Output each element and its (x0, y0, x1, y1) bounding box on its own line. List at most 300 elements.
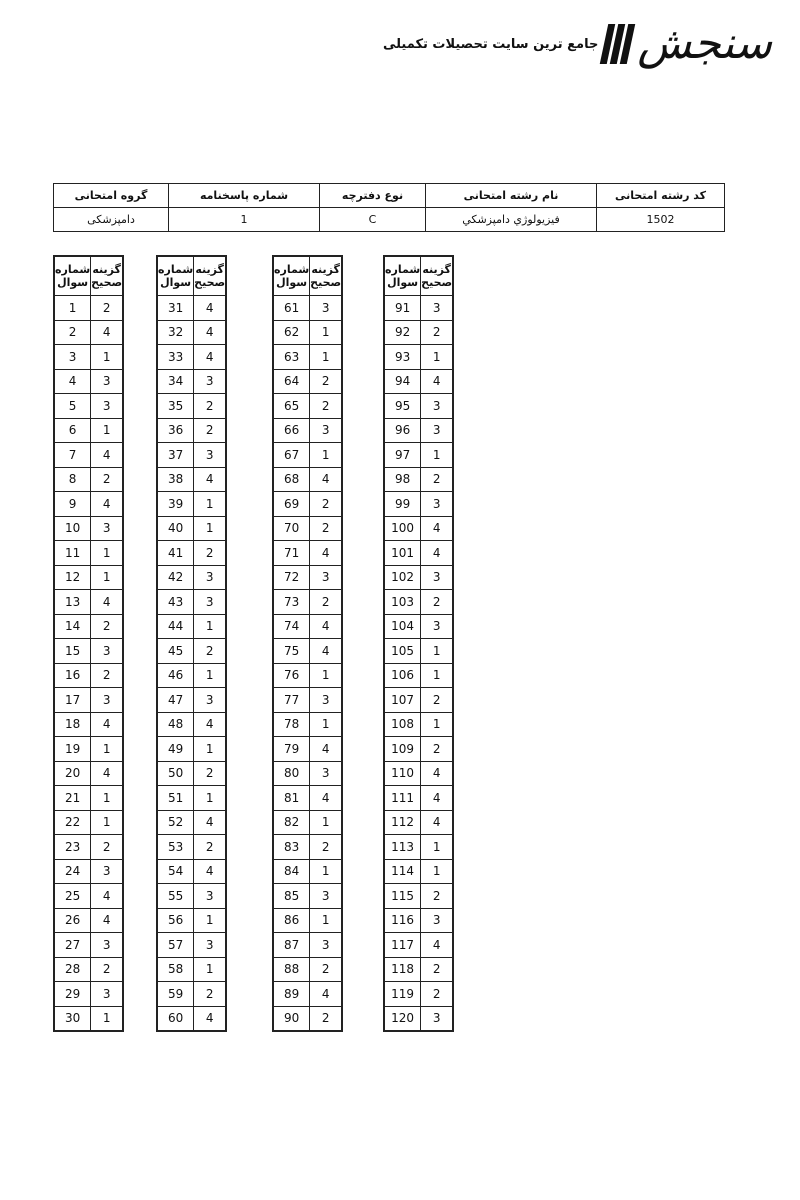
correct-option: 4 (421, 516, 453, 541)
answer-row (273, 320, 342, 345)
answer-row (384, 884, 453, 909)
correct-option: 3 (91, 859, 123, 884)
correct-option-header: گزینه صحیح (310, 256, 342, 296)
answer-row (54, 345, 123, 370)
question-number: 78 (273, 712, 310, 737)
answer-row (54, 982, 123, 1007)
question-number: 114 (384, 859, 421, 884)
question-number: 105 (384, 639, 421, 664)
header-field-code: کد رشته امتحانی (597, 184, 725, 208)
answer-row (384, 320, 453, 345)
correct-option: 2 (310, 1006, 342, 1031)
value-answer-sheet-number: 1 (169, 208, 320, 232)
correct-option: 1 (194, 614, 226, 639)
question-number: 56 (157, 908, 194, 933)
question-number: 73 (273, 590, 310, 615)
answer-row (273, 982, 342, 1007)
correct-option: 3 (421, 614, 453, 639)
correct-option: 1 (194, 663, 226, 688)
question-number: 80 (273, 761, 310, 786)
answer-row (54, 467, 123, 492)
correct-option: 1 (91, 1006, 123, 1031)
question-number: 29 (54, 982, 91, 1007)
answer-row (157, 443, 226, 468)
answer-row (384, 639, 453, 664)
question-number: 33 (157, 345, 194, 370)
correct-option: 2 (421, 467, 453, 492)
correct-option: 2 (421, 688, 453, 713)
answer-row (157, 859, 226, 884)
answer-row (384, 614, 453, 639)
question-number: 35 (157, 394, 194, 419)
answer-row (384, 418, 453, 443)
answer-block (53, 255, 124, 1032)
correct-option: 1 (421, 345, 453, 370)
correct-option: 3 (91, 933, 123, 958)
question-number-header: شماره سوال (54, 256, 91, 296)
answer-row (273, 688, 342, 713)
answer-row (273, 908, 342, 933)
correct-option: 2 (194, 761, 226, 786)
answer-block-header (273, 256, 342, 296)
question-number: 117 (384, 933, 421, 958)
correct-option: 1 (421, 835, 453, 860)
question-number: 20 (54, 761, 91, 786)
correct-option: 1 (194, 516, 226, 541)
question-number: 1 (54, 296, 91, 321)
question-number: 54 (157, 859, 194, 884)
question-number: 10 (54, 516, 91, 541)
answer-row (273, 712, 342, 737)
answer-row (157, 688, 226, 713)
answer-block-header (54, 256, 123, 296)
answer-block-header (157, 256, 226, 296)
question-number: 13 (54, 590, 91, 615)
answer-row (273, 957, 342, 982)
answer-row (384, 933, 453, 958)
logo (382, 18, 772, 69)
correct-option: 3 (310, 418, 342, 443)
answer-row (54, 394, 123, 419)
question-number-header: شماره سوال (384, 256, 421, 296)
correct-option: 4 (91, 908, 123, 933)
correct-option: 3 (91, 688, 123, 713)
answer-row (384, 467, 453, 492)
answer-row (157, 1006, 226, 1031)
correct-option: 4 (91, 492, 123, 517)
answer-row (54, 320, 123, 345)
question-number: 120 (384, 1006, 421, 1031)
answer-row (157, 712, 226, 737)
question-number: 34 (157, 369, 194, 394)
correct-option: 4 (421, 933, 453, 958)
answer-row (157, 908, 226, 933)
answer-row (273, 418, 342, 443)
question-number: 110 (384, 761, 421, 786)
correct-option: 1 (194, 908, 226, 933)
correct-option: 3 (421, 565, 453, 590)
answer-row (54, 443, 123, 468)
correct-option: 3 (194, 590, 226, 615)
question-number: 103 (384, 590, 421, 615)
answer-row (273, 614, 342, 639)
question-number: 55 (157, 884, 194, 909)
question-number: 51 (157, 786, 194, 811)
correct-option: 2 (310, 492, 342, 517)
answer-row (273, 492, 342, 517)
answer-row (54, 492, 123, 517)
answer-row (384, 663, 453, 688)
correct-option: 4 (310, 639, 342, 664)
question-number: 82 (273, 810, 310, 835)
correct-option: 4 (310, 737, 342, 762)
correct-option: 3 (310, 296, 342, 321)
correct-option: 4 (421, 541, 453, 566)
question-number: 49 (157, 737, 194, 762)
correct-option: 4 (310, 786, 342, 811)
correct-option: 2 (421, 884, 453, 909)
question-number: 11 (54, 541, 91, 566)
question-number: 95 (384, 394, 421, 419)
answer-row (157, 345, 226, 370)
value-exam-group: دامپزشکی (54, 208, 169, 232)
question-number: 91 (384, 296, 421, 321)
question-number: 48 (157, 712, 194, 737)
question-number: 28 (54, 957, 91, 982)
correct-option: 3 (310, 884, 342, 909)
answer-row (273, 933, 342, 958)
question-number: 59 (157, 982, 194, 1007)
question-number: 37 (157, 443, 194, 468)
correct-option: 4 (194, 345, 226, 370)
question-number: 93 (384, 345, 421, 370)
answer-row (384, 712, 453, 737)
answer-row (157, 737, 226, 762)
answer-row (273, 565, 342, 590)
correct-option: 2 (91, 467, 123, 492)
answer-row (54, 957, 123, 982)
answer-block-header (384, 256, 453, 296)
question-number: 107 (384, 688, 421, 713)
correct-option: 4 (194, 712, 226, 737)
answer-block (156, 255, 227, 1032)
correct-option: 2 (194, 835, 226, 860)
question-number: 43 (157, 590, 194, 615)
correct-option: 3 (421, 418, 453, 443)
question-number: 22 (54, 810, 91, 835)
question-number: 101 (384, 541, 421, 566)
answer-row (54, 761, 123, 786)
question-number: 39 (157, 492, 194, 517)
correct-option: 1 (91, 737, 123, 762)
answer-row (54, 859, 123, 884)
correct-option: 4 (91, 320, 123, 345)
correct-option: 1 (310, 859, 342, 884)
answer-row (384, 443, 453, 468)
question-number: 12 (54, 565, 91, 590)
correct-option-header: گزینه صحیح (421, 256, 453, 296)
question-number: 6 (54, 418, 91, 443)
answer-row (273, 394, 342, 419)
answer-row (157, 786, 226, 811)
correct-option: 1 (91, 565, 123, 590)
question-number: 7 (54, 443, 91, 468)
correct-option: 4 (194, 467, 226, 492)
correct-option: 4 (421, 761, 453, 786)
question-number: 115 (384, 884, 421, 909)
answer-row (54, 810, 123, 835)
correct-option: 3 (421, 296, 453, 321)
correct-option: 4 (194, 296, 226, 321)
correct-option-header: گزینه صحیح (91, 256, 123, 296)
answer-row (384, 835, 453, 860)
correct-option: 1 (310, 663, 342, 688)
correct-option: 1 (194, 786, 226, 811)
question-number: 24 (54, 859, 91, 884)
correct-option: 4 (194, 1006, 226, 1031)
correct-option: 4 (310, 541, 342, 566)
answer-row (273, 663, 342, 688)
correct-option: 3 (91, 394, 123, 419)
question-number: 27 (54, 933, 91, 958)
correct-option: 2 (421, 982, 453, 1007)
correct-option: 2 (91, 296, 123, 321)
question-number-header: شماره سوال (157, 256, 194, 296)
question-number: 52 (157, 810, 194, 835)
correct-option: 3 (91, 982, 123, 1007)
value-field-name: فيزيولوژي دامپزشكي (426, 208, 597, 232)
correct-option: 2 (91, 614, 123, 639)
correct-option: 3 (91, 369, 123, 394)
correct-option: 1 (421, 639, 453, 664)
answer-row (273, 786, 342, 811)
answer-row (384, 394, 453, 419)
correct-option: 1 (310, 443, 342, 468)
correct-option: 3 (421, 394, 453, 419)
answer-row (273, 296, 342, 321)
question-number: 53 (157, 835, 194, 860)
correct-option: 2 (194, 418, 226, 443)
correct-option: 1 (310, 908, 342, 933)
correct-option: 1 (194, 492, 226, 517)
answer-row (157, 614, 226, 639)
question-number: 72 (273, 565, 310, 590)
correct-option: 3 (310, 565, 342, 590)
answer-row (54, 884, 123, 909)
question-number: 64 (273, 369, 310, 394)
answer-row (54, 933, 123, 958)
question-number: 81 (273, 786, 310, 811)
question-number: 76 (273, 663, 310, 688)
correct-option: 1 (310, 712, 342, 737)
correct-option: 4 (421, 810, 453, 835)
correct-option: 2 (310, 957, 342, 982)
correct-option: 2 (91, 835, 123, 860)
correct-option: 3 (421, 1006, 453, 1031)
correct-option: 2 (421, 957, 453, 982)
correct-option: 3 (91, 639, 123, 664)
correct-option: 4 (91, 712, 123, 737)
question-number: 66 (273, 418, 310, 443)
correct-option: 1 (194, 737, 226, 762)
question-number: 15 (54, 639, 91, 664)
answer-row (384, 786, 453, 811)
correct-option: 1 (421, 663, 453, 688)
answer-row (384, 516, 453, 541)
answer-row (273, 639, 342, 664)
correct-option: 1 (421, 712, 453, 737)
correct-option: 3 (310, 933, 342, 958)
question-number: 70 (273, 516, 310, 541)
question-number: 57 (157, 933, 194, 958)
answer-row (384, 590, 453, 615)
question-number: 5 (54, 394, 91, 419)
answer-row (157, 516, 226, 541)
correct-option: 4 (91, 884, 123, 909)
answer-row (157, 933, 226, 958)
header-exam-group: گروه امتحانی (54, 184, 169, 208)
question-number: 46 (157, 663, 194, 688)
correct-option: 2 (91, 957, 123, 982)
correct-option: 3 (194, 688, 226, 713)
correct-option: 4 (310, 982, 342, 1007)
question-number: 60 (157, 1006, 194, 1031)
question-number: 14 (54, 614, 91, 639)
correct-option: 1 (91, 345, 123, 370)
answer-row (384, 1006, 453, 1031)
answer-row (54, 565, 123, 590)
question-number: 9 (54, 492, 91, 517)
correct-option: 2 (421, 320, 453, 345)
correct-option: 1 (310, 320, 342, 345)
correct-option: 2 (421, 590, 453, 615)
question-number: 86 (273, 908, 310, 933)
answer-row (157, 492, 226, 517)
header-booklet-type: نوع دفترچه (320, 184, 426, 208)
question-number: 17 (54, 688, 91, 713)
answer-row (54, 712, 123, 737)
answer-row (157, 369, 226, 394)
correct-option: 1 (91, 786, 123, 811)
answer-row (384, 296, 453, 321)
correct-option: 2 (194, 541, 226, 566)
answer-row (273, 345, 342, 370)
correct-option: 2 (194, 394, 226, 419)
answer-row (273, 761, 342, 786)
answer-row (54, 369, 123, 394)
answer-row (54, 614, 123, 639)
question-number: 111 (384, 786, 421, 811)
answer-row (384, 345, 453, 370)
correct-option: 4 (91, 761, 123, 786)
question-number: 47 (157, 688, 194, 713)
question-number: 65 (273, 394, 310, 419)
question-number: 88 (273, 957, 310, 982)
correct-option: 1 (421, 443, 453, 468)
answer-row (273, 467, 342, 492)
question-number: 106 (384, 663, 421, 688)
correct-option-header: گزینه صحیح (194, 256, 226, 296)
correct-option: 2 (310, 369, 342, 394)
answer-block (383, 255, 454, 1032)
question-number-header: شماره سوال (273, 256, 310, 296)
answer-row (384, 492, 453, 517)
answer-row (384, 369, 453, 394)
answer-row (54, 516, 123, 541)
answer-row (273, 859, 342, 884)
answer-row (157, 639, 226, 664)
answer-row (384, 982, 453, 1007)
question-number: 69 (273, 492, 310, 517)
correct-option: 3 (421, 908, 453, 933)
answer-row (157, 761, 226, 786)
correct-option: 2 (421, 737, 453, 762)
question-number: 108 (384, 712, 421, 737)
correct-option: 1 (91, 418, 123, 443)
question-number: 94 (384, 369, 421, 394)
header-answer-sheet-number: شماره پاسخنامه (169, 184, 320, 208)
answer-row (157, 320, 226, 345)
correct-option: 3 (91, 516, 123, 541)
correct-option: 2 (310, 835, 342, 860)
question-number: 30 (54, 1006, 91, 1031)
answer-row (384, 957, 453, 982)
answer-row (157, 663, 226, 688)
correct-option: 2 (310, 516, 342, 541)
value-field-code: 1502 (597, 208, 725, 232)
question-number: 4 (54, 369, 91, 394)
answer-row (157, 541, 226, 566)
correct-option: 3 (310, 761, 342, 786)
answer-row (54, 835, 123, 860)
question-number: 84 (273, 859, 310, 884)
question-number: 116 (384, 908, 421, 933)
answer-block (272, 255, 343, 1032)
correct-option: 3 (194, 369, 226, 394)
question-number: 21 (54, 786, 91, 811)
question-number: 36 (157, 418, 194, 443)
answer-row (157, 810, 226, 835)
answer-row (273, 835, 342, 860)
question-number: 25 (54, 884, 91, 909)
question-number: 67 (273, 443, 310, 468)
correct-option: 4 (421, 786, 453, 811)
answer-row (273, 590, 342, 615)
answer-row (54, 688, 123, 713)
question-number: 41 (157, 541, 194, 566)
correct-option: 3 (194, 443, 226, 468)
question-number: 61 (273, 296, 310, 321)
answer-row (157, 835, 226, 860)
answer-row (157, 982, 226, 1007)
answer-row (157, 296, 226, 321)
question-number: 44 (157, 614, 194, 639)
question-number: 85 (273, 884, 310, 909)
question-number: 58 (157, 957, 194, 982)
question-number: 89 (273, 982, 310, 1007)
answer-row (384, 761, 453, 786)
correct-option: 3 (194, 565, 226, 590)
question-number: 102 (384, 565, 421, 590)
info-value-row (54, 208, 725, 232)
answer-row (157, 418, 226, 443)
question-number: 87 (273, 933, 310, 958)
correct-option: 3 (194, 884, 226, 909)
exam-info-table (53, 183, 725, 232)
question-number: 42 (157, 565, 194, 590)
question-number: 62 (273, 320, 310, 345)
correct-option: 2 (310, 394, 342, 419)
